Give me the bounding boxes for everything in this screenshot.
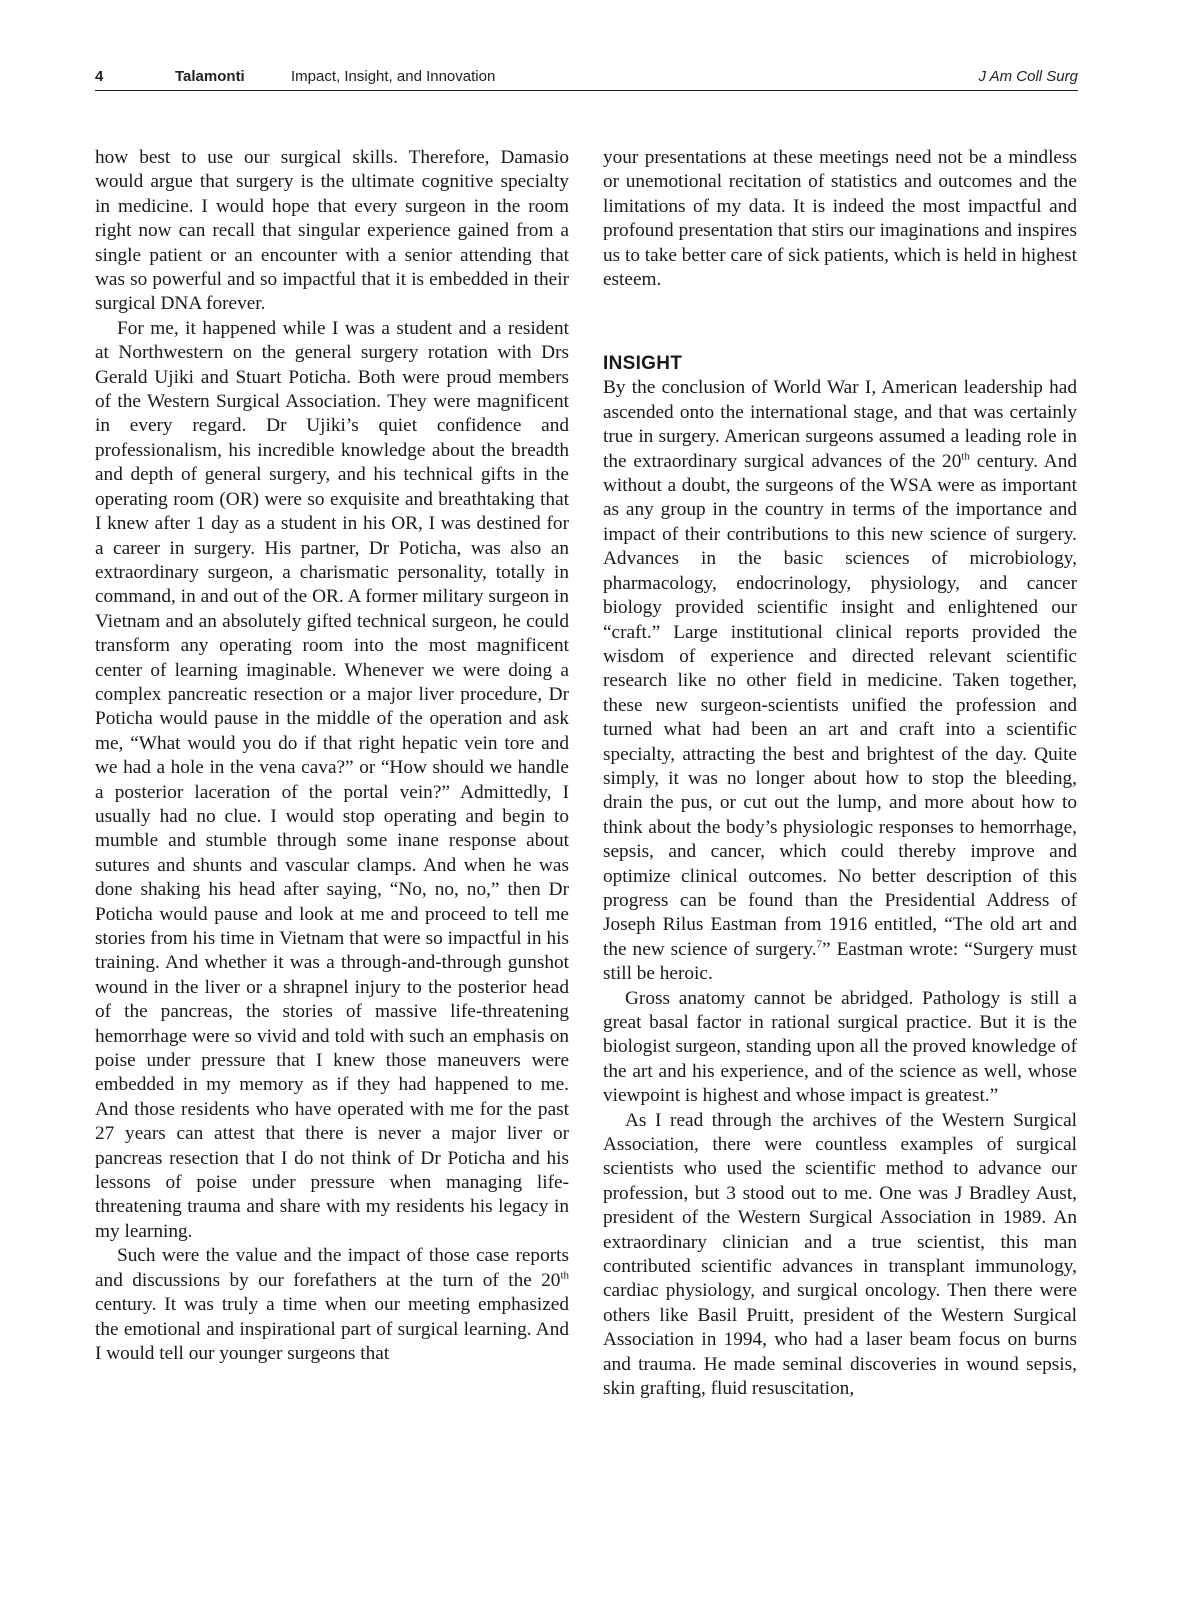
running-header [95, 66, 1078, 91]
text-run: By the conclusion of World War I, American leadership had ascended onto the international stage, and that was certainly true in surgery. American surgeons assumed a leading role in the extraordinary surgical advances of the 20 [603, 377, 1077, 472]
right-column [603, 146, 1077, 1402]
text-run: ” Eastman wrote: “Surgery must still be heroic. [603, 938, 1077, 985]
text-run: Such were the value and the impact of those case reports and discussions by our forefathers at the turn of the 20 [95, 1245, 569, 1291]
left-column [95, 146, 569, 1366]
text-run: century. It was truly a time when our meeting emphasized the emotional and inspirational part of surgical learning. And I would tell our younger surgeons that [95, 1294, 569, 1364]
running-title: Impact, Insight, and Innovation [291, 68, 496, 85]
text-run: century. And without a doubt, the surgeons of the WSA were as important as any group in the country in terms of the importance and impact of their contributions to this new science of surgery. Advances in the basic sciences of microbiology, pharmacology, endocrinology, physiology, and cancer biology provided scientific insight and enlightened our “craft.” Large institutional clinical reports provided the wisdom of experience and directed relevant scientific research like no other field in medicine. Taken together, these new surgeon-scientists unified the profession and turned what had been an art and craft into a scientific specialty, attracting the best and brightest of the day. Quite simply, it was no longer about how to stop the bleeding, drain the pus, or cut out the lump, and more about how to think about the body’s physiologic responses to hemorrhage, sepsis, and cancer, which could thereby improve and optimize clinical outcomes. No better description of this progress can be found than the Presidential Address of Joseph Rilus Eastman from 1916 entitled, “The old art and the new science of surgery. [603, 450, 1077, 960]
paragraph: your presentations at these meetings need not be a mindless or unemotional recitation of statistics and outcomes and the limitations of my data. It is indeed the most impactful and profound presentation that stirs our imaginations and inspires us to take better care of sick patients, which is held in highest esteem. [603, 147, 1077, 291]
paragraph: For me, it happened while I was a student and a resident at Northwestern on the general surgery rotation with Drs Gerald Ujiki and Stuart Poticha. Both were proud members of the Western Surgical Association. They were magnificent in every regard. Dr Ujiki’s quiet confidence and professionalism, his incredible knowledge about the breadth and depth of general surgery, and his technical gifts in the operating room (OR) were so exquisite and breathtaking that I knew after 1 day as a student in his OR, I was destined for a career in surgery. His partner, Dr Poticha, was also an extraordinary surgeon, a charismatic personality, totally in command, in and out of the OR. A former military surgeon in Vietnam and an absolutely gifted technical surgeon, he could transform any operating room into the most magnificent center of learning imaginable. Whenever we were doing a complex pancreatic resection or a major liver procedure, Dr Poticha would pause in the middle of the operation and ask me, “What would you do if that right hepatic vein tore and we had a hole in the vena cava?” or “How should we handle a posterior laceration of the portal vein?” Admittedly, I usually had no clue. I would stop operating and begin to mumble and stumble through some inane response about sutures and shunts and vascular clamps. And when he was done shaking his head after saying, “No, no, no,” then Dr Poticha would pause and look at me and proceed to tell me stories from his time in Vietnam that were so impactful in his training. And whether it was a through-and-through gunshot wound in the liver or a shrapnel injury to the posterior head of the pancreas, the stories of massive life-threatening hemorrhage were so vivid and told with such an emphasis on poise under pressure that I knew those maneuvers were embedded in my memory as if they had happened to me. And those residents who have operated with me for the past 27 years can attest that there is never a major liver or pancreas resection that I do not think of Dr Poticha and his lessons of poise under pressure when managing life-threatening trauma and share with my residents his legacy in my learning. [95, 317, 569, 1242]
section-heading-insight: INSIGHT [603, 353, 683, 375]
running-author: Talamonti [175, 68, 245, 85]
paragraph: As I read through the archives of the Western Surgical Association, there were countless examples of surgical scientists who used the scientific method to advance our profession, but 3 stood out to me. One was J Bradley Aust, president of the Western Surgical Association in 1989. An extraordinary clinician and a true scientist, this man contributed scientific advances in transplant immunology, cardiac physiology, and surgical oncology. Then there were others like Basil Pruitt, president of the Western Surgical Association in 1994, who had a laser beam focus on burns and trauma. He made seminal discoveries in wound sepsis, skin grafting, fluid resuscitation, [603, 1109, 1077, 1400]
paragraph [95, 1244, 569, 1366]
page-number: 4 [95, 68, 104, 85]
paragraph: how best to use our surgical skills. Therefore, Damasio would argue that surgery is the ultimate cognitive specialty in medicine. I would hope that every surgeon in the room right now can recall that singular experience gained from a single patient or an encounter with a senior attending that was so powerful and so impactful that it is embedded in their surgical DNA forever. [95, 147, 569, 315]
block-quote-continuation: Gross anatomy cannot be abridged. Pathology is still a great basal factor in rational surgical practice. But it is the biologist surgeon, standing upon all the proved knowledge of the art and his experience, and of the science as well, whose viewpoint is highest and whose impact is greatest.” [603, 987, 1077, 1107]
reference-marker: 7 [816, 938, 823, 951]
superscript: th [961, 450, 970, 463]
paragraph [603, 376, 1077, 986]
superscript: th [560, 1269, 569, 1282]
journal-name: J Am Coll Surg [978, 68, 1078, 85]
